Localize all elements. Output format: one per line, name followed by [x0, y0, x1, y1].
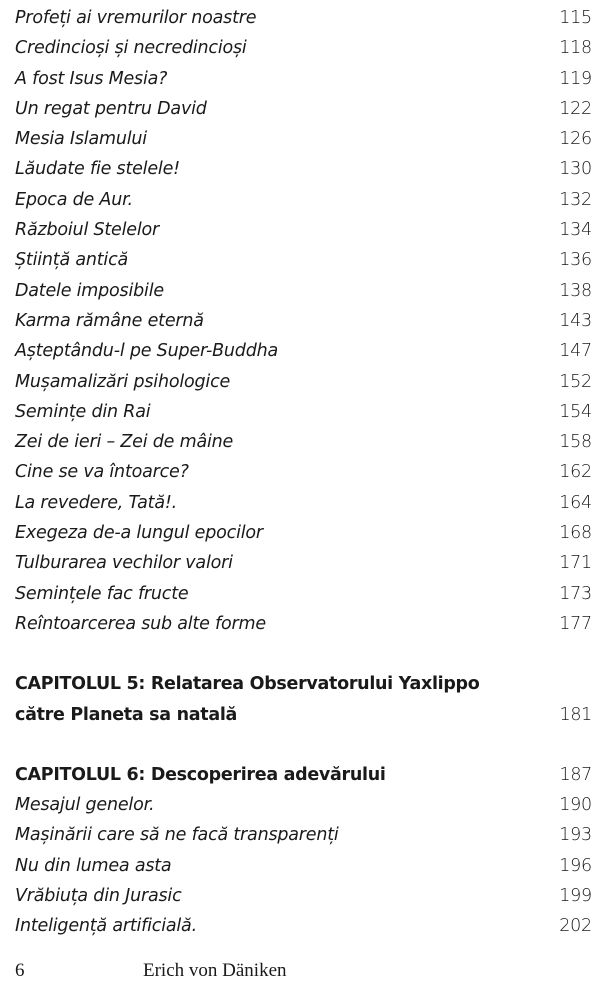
entry-page: 173: [559, 583, 592, 604]
toc-entry: [15, 3, 592, 33]
toc-entry: [15, 548, 592, 578]
entry-title: Războiul Stelelor: [15, 220, 159, 241]
entry-title: Inteligență artificială.: [15, 916, 197, 937]
table-of-contents: [15, 3, 592, 942]
entry-title: Profeți ai vremurilor noastre: [15, 8, 257, 28]
chapter-title-continued: către Planeta sa natală: [15, 704, 238, 725]
entry-title: A fost Isus Mesia?: [15, 68, 168, 89]
toc-entry: [15, 245, 592, 275]
entry-title: Lăudate fie stelele!: [15, 159, 180, 180]
entry-page: 171: [559, 553, 592, 574]
toc-entry: [15, 820, 592, 850]
running-head-author: Erich von Däniken: [143, 960, 287, 981]
entry-page: 158: [559, 432, 592, 453]
entry-page: 136: [559, 250, 592, 271]
chapter-5-line-2: [15, 700, 592, 730]
entry-title: Cine se va întoarce?: [15, 462, 189, 483]
page-footer: [15, 960, 287, 982]
entry-title: Credincioși și necredincioși: [15, 38, 247, 59]
toc-entry: [15, 911, 592, 941]
entry-title: Epoca de Aur.: [15, 189, 133, 210]
entry-title: La revedere, Tată!.: [15, 492, 178, 513]
entry-title: Datele imposibile: [15, 280, 164, 301]
entry-page: 119: [559, 68, 592, 89]
toc-entry: [15, 336, 592, 366]
entry-page: 162: [559, 462, 592, 483]
entry-page: 152: [559, 371, 592, 392]
spacer: [15, 639, 592, 669]
entry-page: 196: [559, 855, 592, 876]
chapter-title: CAPITOLUL 6: Descoperirea adevărului: [15, 764, 386, 785]
toc-entry: [15, 851, 592, 881]
entry-title: Mușamalizări psihologice: [15, 371, 231, 392]
entry-title: Semințele fac fructe: [15, 583, 189, 604]
toc-entry: [15, 427, 592, 457]
chapter-title: CAPITOLUL 5: Relatarea Observatorului Yaxlippo: [15, 674, 480, 695]
entry-title: Zei de ieri – Zei de mâine: [15, 432, 234, 453]
entry-title: Exegeza de-a lungul epocilor: [15, 523, 263, 544]
entry-page: 147: [559, 341, 592, 362]
entry-title: Reîntoarcerea sub alte forme: [15, 613, 266, 634]
entry-title: Mașinării care să ne facă transparenți: [15, 825, 339, 846]
entry-page: 130: [559, 159, 592, 180]
entry-title: Semințe din Rai: [15, 401, 151, 422]
entry-page: 177: [559, 613, 592, 634]
toc-entry: [15, 609, 592, 639]
chapter-page: 187: [559, 764, 592, 785]
page-number: 6: [15, 960, 25, 981]
entry-page: 143: [559, 310, 592, 331]
toc-entry: [15, 185, 592, 215]
chapter-5-line-1: [15, 669, 592, 699]
toc-entry: [15, 367, 592, 397]
entry-title: Karma rămâne eternă: [15, 310, 204, 331]
chapter-5-heading: [15, 669, 592, 730]
chapter-6-line: [15, 760, 592, 790]
entry-page: 164: [559, 492, 592, 513]
toc-entry: [15, 397, 592, 427]
toc-entry: [15, 306, 592, 336]
entry-page: 193: [559, 825, 592, 846]
toc-entry: [15, 518, 592, 548]
chapter-6-heading: [15, 760, 592, 790]
entry-title: Un regat pentru David: [15, 98, 207, 119]
entry-title: Tulburarea vechilor valori: [15, 553, 233, 574]
toc-entry: [15, 154, 592, 184]
entry-page: 138: [559, 280, 592, 301]
toc-entry: [15, 276, 592, 306]
entry-title: Nu din lumea asta: [15, 855, 172, 876]
entry-page: 168: [559, 523, 592, 544]
toc-entry: [15, 457, 592, 487]
entry-page: 126: [559, 129, 592, 150]
entry-page: 134: [559, 220, 592, 241]
entry-page: 154: [559, 401, 592, 422]
toc-entry: [15, 215, 592, 245]
toc-entry: [15, 790, 592, 820]
toc-entry: [15, 881, 592, 911]
entry-page: 115: [559, 8, 592, 28]
entry-page: 122: [559, 98, 592, 119]
toc-entry: [15, 33, 592, 63]
entry-page: 202: [559, 916, 592, 937]
entry-title: Știință antică: [15, 250, 129, 271]
entry-title: Mesajul genelor.: [15, 795, 155, 816]
entry-page: 118: [559, 38, 592, 59]
toc-entry: [15, 488, 592, 518]
chapter-page: 181: [559, 704, 592, 725]
entry-title: Vrăbiuța din Jurasic: [15, 886, 182, 907]
entry-page: 132: [559, 189, 592, 210]
toc-entry: [15, 64, 592, 94]
entry-page: 199: [559, 886, 592, 907]
toc-entry: [15, 124, 592, 154]
spacer: [15, 730, 592, 760]
entry-title: Mesia Islamului: [15, 129, 147, 150]
toc-entry: [15, 579, 592, 609]
toc-entry: [15, 94, 592, 124]
entry-page: 190: [559, 795, 592, 816]
entry-title: Așteptându-l pe Super-Buddha: [15, 341, 279, 362]
